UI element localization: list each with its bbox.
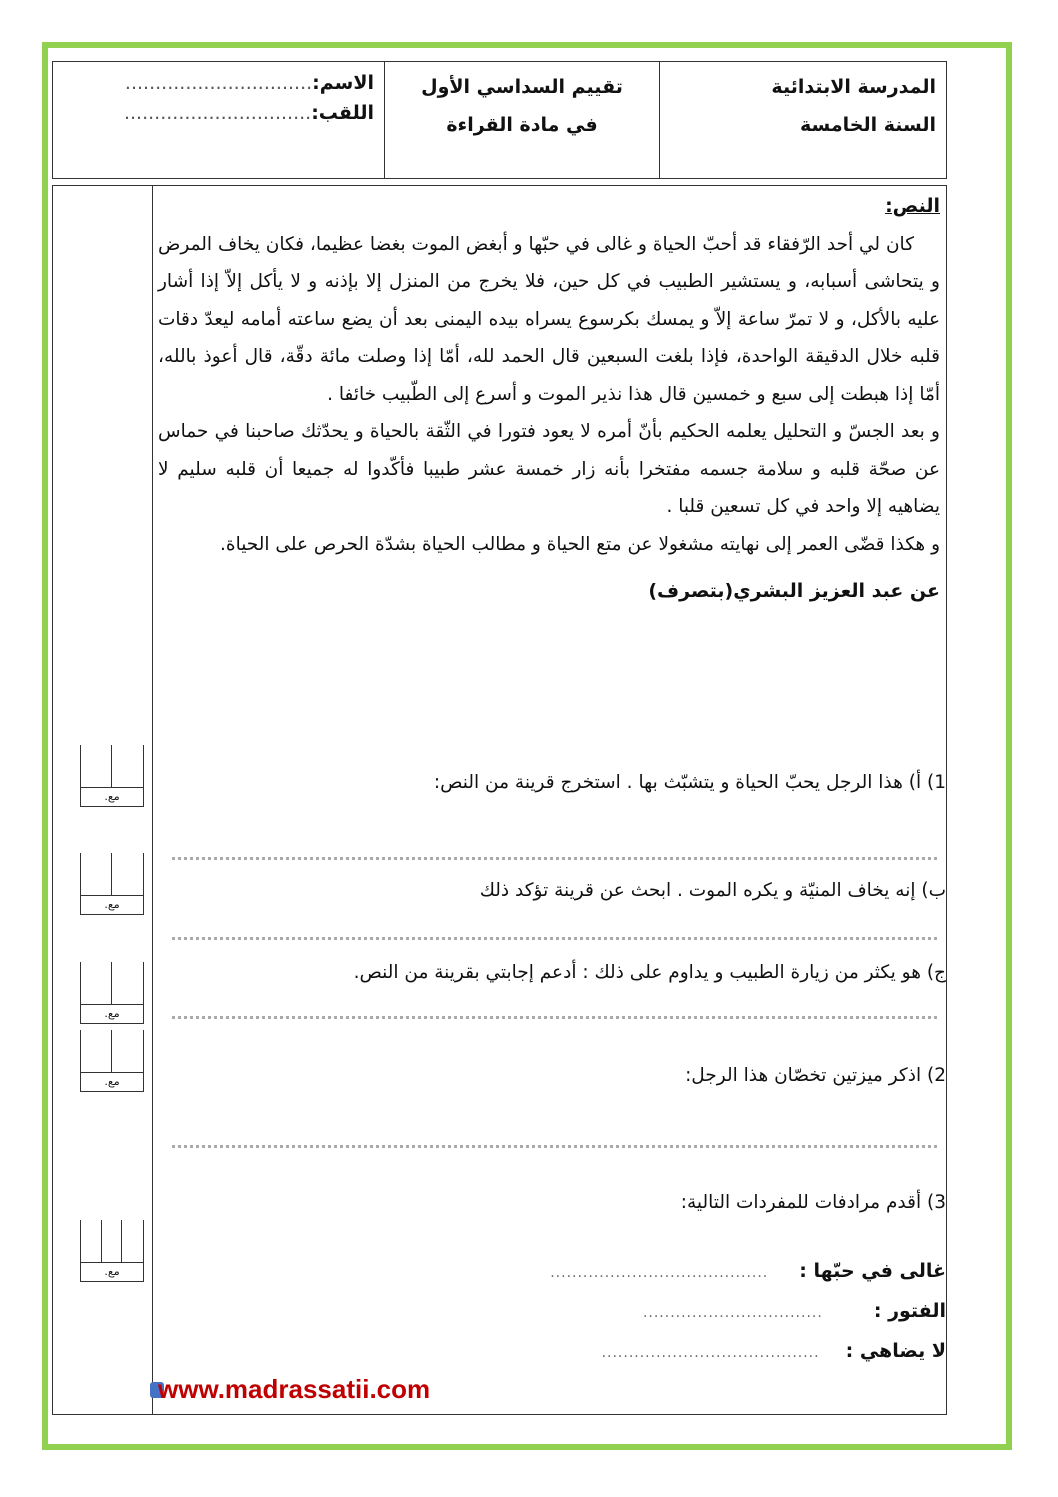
school-name: المدرسة الابتدائية: [771, 76, 936, 98]
evaluation-subject: في مادة القراءة: [446, 114, 598, 136]
score-label: مع.: [81, 1262, 143, 1281]
site-watermark[interactable]: www.madrassatii.com: [158, 1374, 431, 1404]
school-cell: [659, 62, 946, 178]
evaluation-cell: [384, 62, 659, 178]
score-box-divider: [121, 1220, 122, 1263]
name-field[interactable]: ...............................: [124, 72, 313, 94]
student-cell: [53, 62, 384, 178]
score-box-q3[interactable]: [80, 1220, 144, 1282]
vocab-answer[interactable]: .................................: [642, 1305, 823, 1321]
vocab-word: لا يضاهي :: [845, 1340, 946, 1362]
evaluation-title: تقييم السداسي الأول: [421, 76, 623, 98]
question-1a: 1) أ) هذا الرجل يحبّ الحياة و يتشبّث بها . استخرج قرينة من النص:: [433, 772, 946, 793]
score-label: مع.: [81, 895, 143, 914]
score-column-divider: [152, 185, 153, 1415]
answer-line-1b[interactable]: [172, 937, 937, 940]
text-paragraph-1: كان لي أحد الرّفقاء قد أحبّ الحياة و غالى في حبّها و أبغض الموت بغضا عظيما، فكان يخاف المرض و يتحاشى أسبابه، و يستشير الطبيب في كل حين، فلا يخرج من المنزل إلا بإذنه و لا يأكل إلاّ إذا أشار عليه بالأكل، و لا تمرّ ساعة إلاّ و يمسك بكرسوع يسراه بيده اليمنى بعد أن يضع ساعته أمامه ليعدّ دقات قلبه خلال الدقيقة الواحدة، فإذا بلغت السبعين قال الحمد لله، أمّا إذا وصلت مائة دقّة، قال أعوذ بالله، أمّا إذا هبطت إلى سبع و خمسين قال هذا نذير الموت و أسرع إلى الطّبيب خائفا .: [158, 233, 940, 405]
vocab-item: [602, 1340, 946, 1362]
score-box-divider: [111, 962, 112, 1005]
score-label: مع.: [81, 1072, 143, 1091]
header-table: [52, 61, 947, 179]
surname-label: اللقب:: [311, 102, 374, 124]
text-paragraph-3: و هكذا قضّى العمر إلى نهايته مشغولا عن متع الحياة و مطالب الحياة بشدّة الحرص على الحياة.: [220, 533, 940, 555]
text-paragraph-2: و بعد الجسّ و التحليل يعلمه الحكيم بأنّ أمره لا يعود فتورا في الثّقة بالحياة و يحدّثك صاحبنا في حماس عن صحّة قلبه و سلامة جسمه مفتخرا بأنه زار خمسة عشر طبيبا فأكّدوا له جميعا أن قلبه سليم لا يضاهيه إلا واحد في كل تسعين قلبا .: [158, 421, 940, 517]
vocab-word: غالى في حبّها :: [799, 1260, 946, 1282]
score-box-divider: [101, 1220, 102, 1263]
school-year: السنة الخامسة: [800, 114, 936, 136]
name-label: الاسم:: [312, 72, 374, 94]
question-1b: ب) إنه يخاف المنيّة و يكره الموت . ابحث عن قرينة تؤكد ذلك: [479, 880, 946, 901]
text-title: النص:: [885, 195, 940, 217]
score-label: مع.: [81, 787, 143, 806]
vocab-item: [643, 1300, 946, 1322]
answer-line-2[interactable]: [172, 1145, 937, 1148]
score-box-q1c[interactable]: [80, 962, 144, 1024]
answer-line-1a[interactable]: [172, 857, 937, 860]
question-3: 3) أقدم مرادفات للمفردات التالية:: [680, 1192, 946, 1213]
score-box-q1[interactable]: [80, 745, 144, 807]
score-box-q1b[interactable]: [80, 853, 144, 915]
vocab-word: الفتور :: [873, 1300, 946, 1322]
surname-field[interactable]: ...............................: [123, 102, 312, 124]
score-box-divider: [111, 1030, 112, 1073]
reading-text: [158, 188, 940, 611]
answer-line-1c[interactable]: [172, 1016, 937, 1019]
score-box-divider: [111, 853, 112, 896]
vocab-answer[interactable]: ........................................: [601, 1345, 820, 1361]
score-label: مع.: [81, 1004, 143, 1023]
vocab-item: [550, 1260, 946, 1282]
score-box-q2[interactable]: [80, 1030, 144, 1092]
vocab-answer[interactable]: ........................................: [550, 1265, 769, 1281]
question-1c: ج) هو يكثر من زيارة الطبيب و يداوم على ذلك : أدعم إجابتي بقرينة من النص.: [353, 962, 946, 983]
score-box-divider: [111, 745, 112, 788]
question-2: 2) اذكر ميزتين تخصّان هذا الرجل:: [685, 1065, 946, 1086]
text-source: عن عبد العزيز البشري(بتصرف): [648, 580, 940, 602]
